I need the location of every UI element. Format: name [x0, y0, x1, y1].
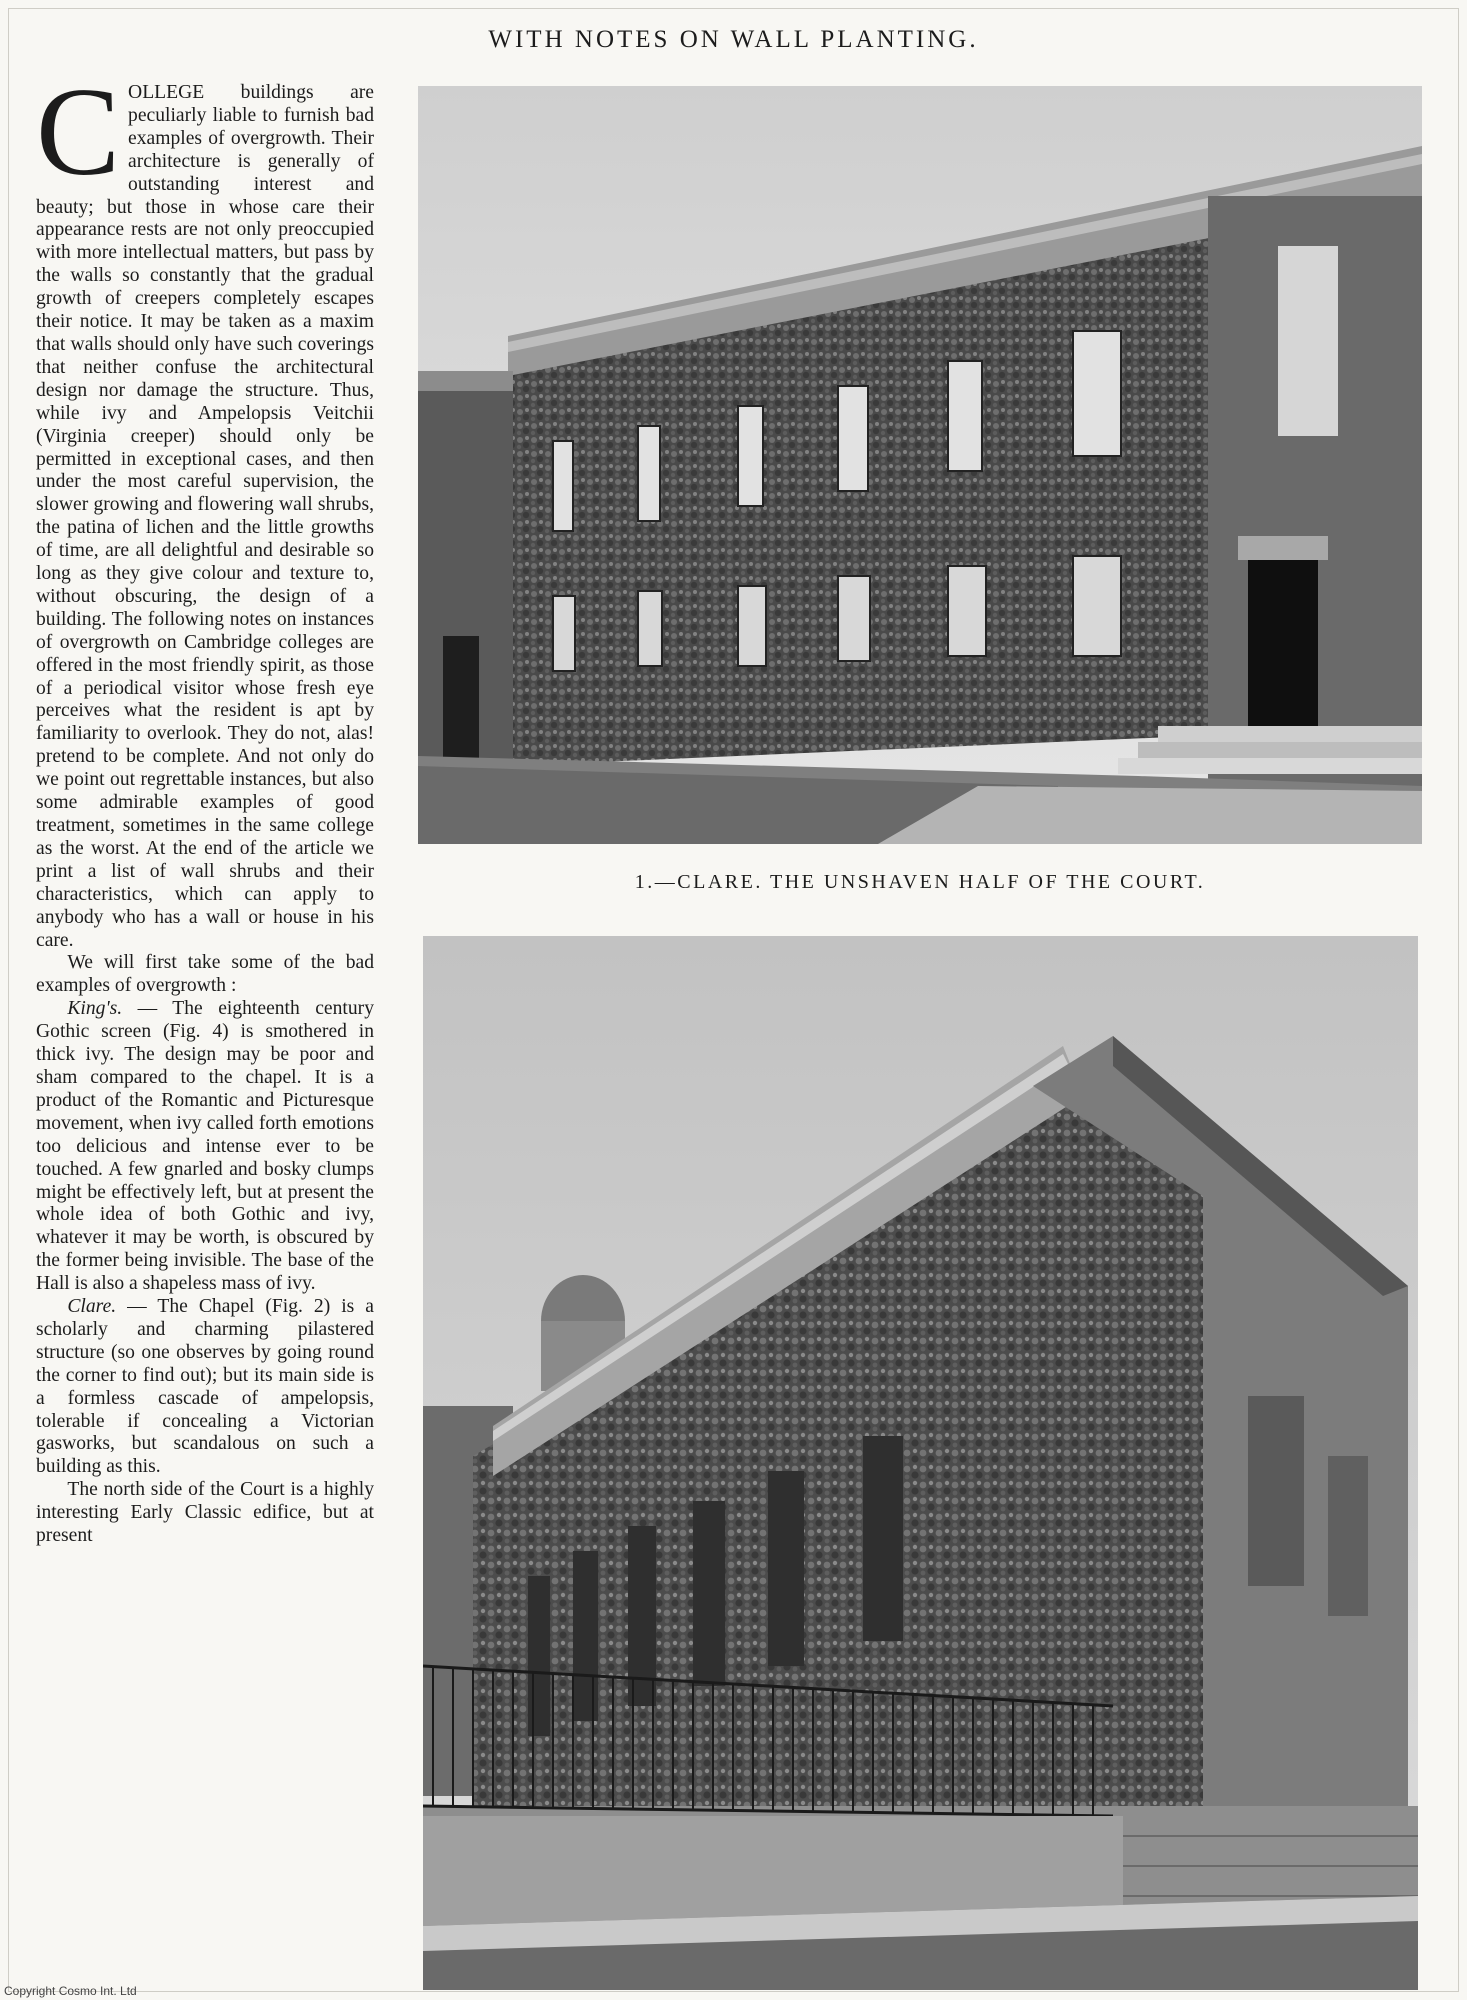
- figure-1-caption: 1.—CLARE. THE UNSHAVEN HALF OF THE COURT.: [634, 871, 1206, 893]
- north-side-paragraph: The north side of the Court is a highly interesting Early Classic edifice, but at present: [36, 1479, 374, 1547]
- intro-text: OLLEGE buildings are peculiarly liable to furnish bad examples of overgrowth. Their architecture is generally of outstanding interest and beauty; but those in whose care their appearance rests are not only preoccupied with more intellectual matters, but pass by the walls so constantly that the gradual growth of creepers completely escapes their notice. It may be taken as a maxim that walls should only have such coverings that neither confuse the architectural design nor damage the structure. Thus, while ivy and Ampelopsis Veitchii (Virginia creeper) should only be permitted in exceptional cases, and then under the most careful supervision, the slower growing and flowering wall shrubs, the patina of lichen and the little growths of time, are all delightful and desirable so long as they give colour and texture to, without obscuring, the design of a building. The following notes on instances of overgrowth on Cambridge colleges are offered in the most friendly spirit, as those of a periodical visitor whose fresh eye perceives what the resident is apt by familiarity to overlook. They do not, alas! pretend to be complete. And not only do we point out regrettable instances, but also some admirable examples of good treatment, sometimes in the same college as the worst. At the end of the article we print a list of wall shrubs and their characteristics, which can apply to anybody who has a wall or house in his care.: [36, 82, 374, 951]
- drop-cap: C: [36, 63, 121, 202]
- kings-text: — The eighteenth century Gothic screen (Fig. 4) is smothered in thick ivy. The design may be poor and sham compared to the chapel. It is a product of the Romantic and Picturesque movement, when ivy called forth emotions too delicious and intense ever to be touched. A few gnarled and bosky clumps might be effectively left, but at present the whole idea of both Gothic and ivy, whatever it may be worth, is obscured by the former being invisible. The base of the Hall is also a shapeless mass of ivy.: [36, 998, 374, 1295]
- clare-text: — The Chapel (Fig. 2) is a scholarly and charming pilastered structure (so one observes by going round the corner to find out); but its main side is a formless cascade of ampelopsis, tolerable if concealing a Victorian gasworks, but scandalous on such a building as this.: [36, 1296, 374, 1478]
- copyright-notice: Copyright Cosmo Int. Ltd: [4, 1984, 137, 1998]
- running-title: WITH NOTES ON WALL PLANTING.: [488, 26, 979, 53]
- figure-1-photo: [418, 86, 1422, 844]
- clare-heading: Clare.: [67, 1296, 117, 1318]
- kings-heading: King's.: [67, 998, 123, 1020]
- bad-examples-intro: We will first take some of the bad examples of overgrowth :: [36, 952, 374, 997]
- clare-paragraph: [36, 1296, 374, 1479]
- figure-2-photo: [423, 936, 1418, 1990]
- kings-paragraph: [36, 998, 374, 1296]
- intro-paragraph: [36, 63, 374, 952]
- article-body: [36, 63, 374, 1548]
